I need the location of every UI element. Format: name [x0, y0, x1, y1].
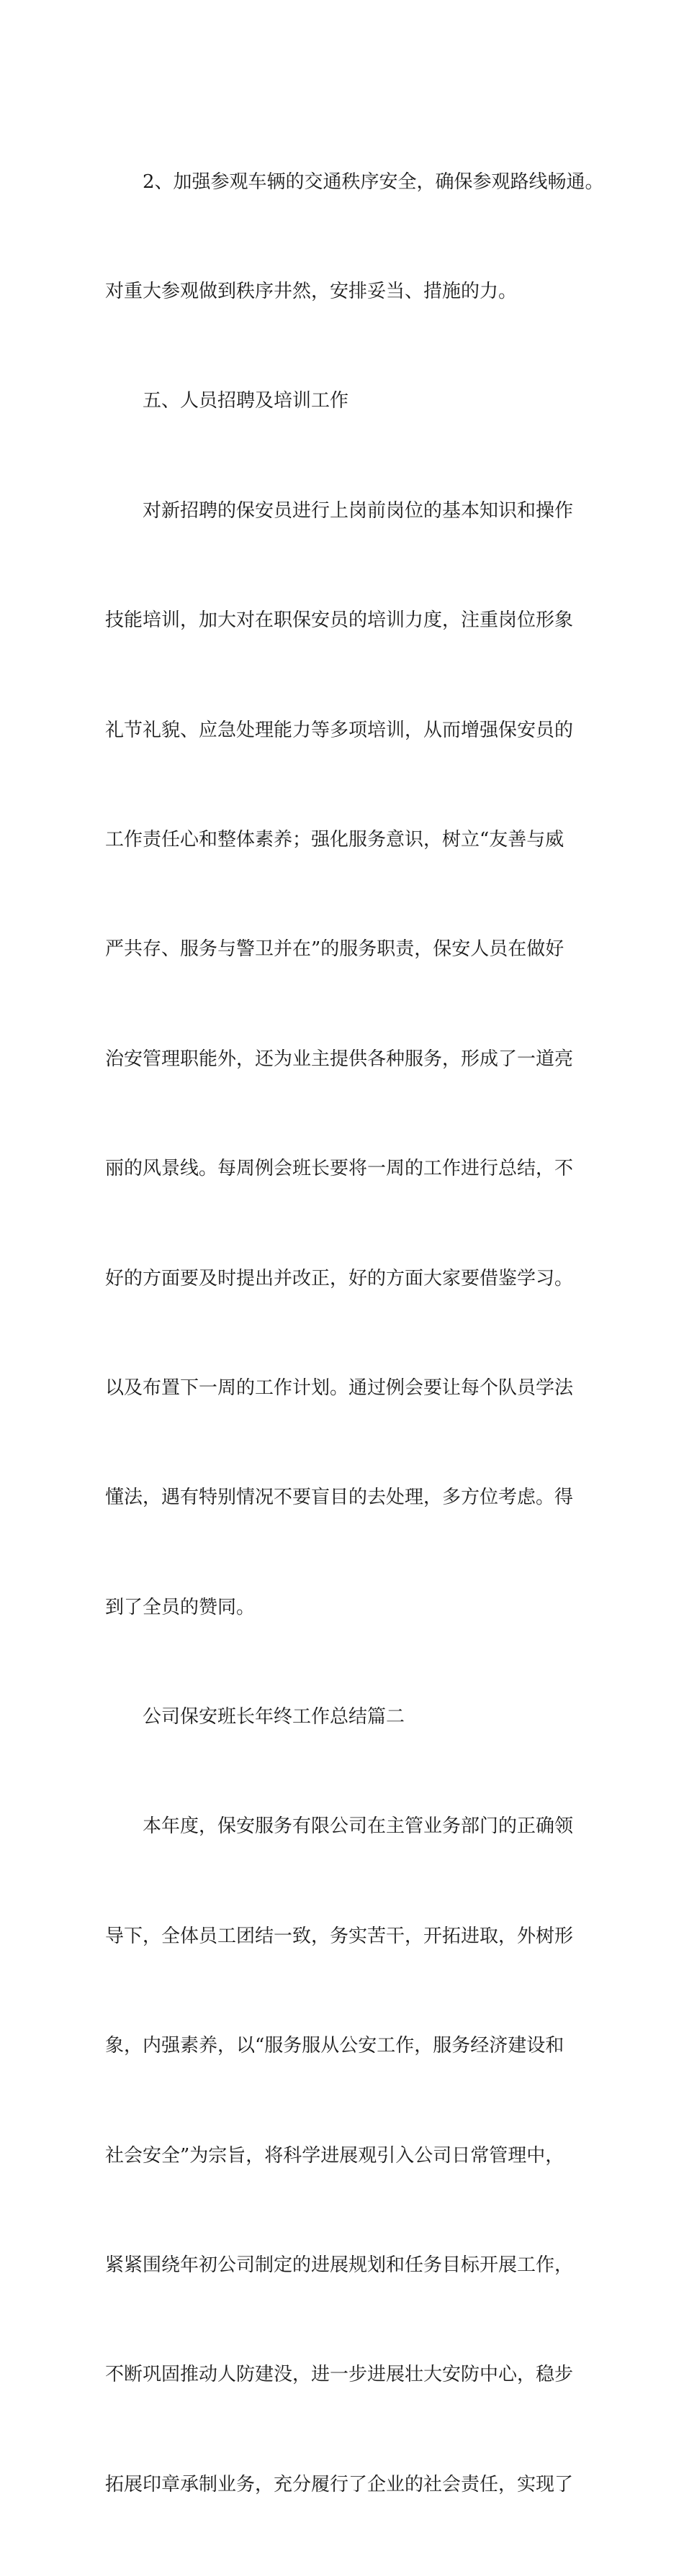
text-line: 以及布置下一周的工作计划。通过例会要让每个队员学法 — [105, 1377, 574, 1399]
section-heading: 公司保安班长年终工作总结篇二 — [105, 1706, 405, 1728]
text-line: 拓展印章承制业务，充分履行了企业的社会责任，实现了 — [105, 2473, 574, 2495]
text-line: 导下，全体员工团结一致，务实苦干，开拓进取，外树形 — [105, 1925, 574, 1947]
text-line: 对重大参观做到秩序井然，安排妥当、措施的力。 — [105, 280, 518, 302]
text-line: 紧紧围绕年初公司制定的进展规划和任务目标开展工作， — [105, 2254, 574, 2277]
text-line: 丽的风景线。每周例会班长要将一周的工作进行总结，不 — [105, 1158, 574, 1180]
text-line: 工作责任心和整体素养；强化服务意识，树立“友善与威 — [105, 828, 564, 851]
text-line: 不断巩固推动人防建没，进一步进展壮大安防中心，稳步 — [105, 2364, 574, 2386]
text-line: 严共存、服务与警卫并在”的服务职责，保安人员在做好 — [105, 938, 564, 961]
text-line: 2、加强参观车辆的交通秩序安全，确保参观路线畅通。 — [105, 171, 604, 193]
document-body — [105, 91, 602, 2576]
text-line: 本年度，保安服务有限公司在主管业务部门的正确领 — [105, 1815, 574, 1838]
text-line: 象，内强素养，以“服务服从公安工作，服务经济建设和 — [105, 2035, 564, 2057]
text-line: 好的方面要及时提出并改正，好的方面大家要借鉴学习。 — [105, 1267, 574, 1289]
text-line: 到了全员的赞同。 — [105, 1596, 256, 1618]
section-heading: 五、人员招聘及培训工作 — [105, 390, 349, 412]
text-line: 礼节礼貌、应急处理能力等多项培训，从而增强保安员的 — [105, 719, 574, 741]
text-line: 技能培训，加大对在职保安员的培训力度，注重岗位形象 — [105, 609, 574, 632]
text-line: 对新招聘的保安员进行上岗前岗位的基本知识和操作 — [105, 499, 574, 522]
text-line: 治安管理职能外，还为业主提供各种服务，形成了一道亮 — [105, 1048, 574, 1070]
text-line: 社会安全”为宗旨，将科学进展观引入公司日常管理中， — [105, 2144, 564, 2167]
text-line: 懂法，遇有特别情况不要盲目的去处理，多方位考虑。得 — [105, 1487, 574, 1509]
